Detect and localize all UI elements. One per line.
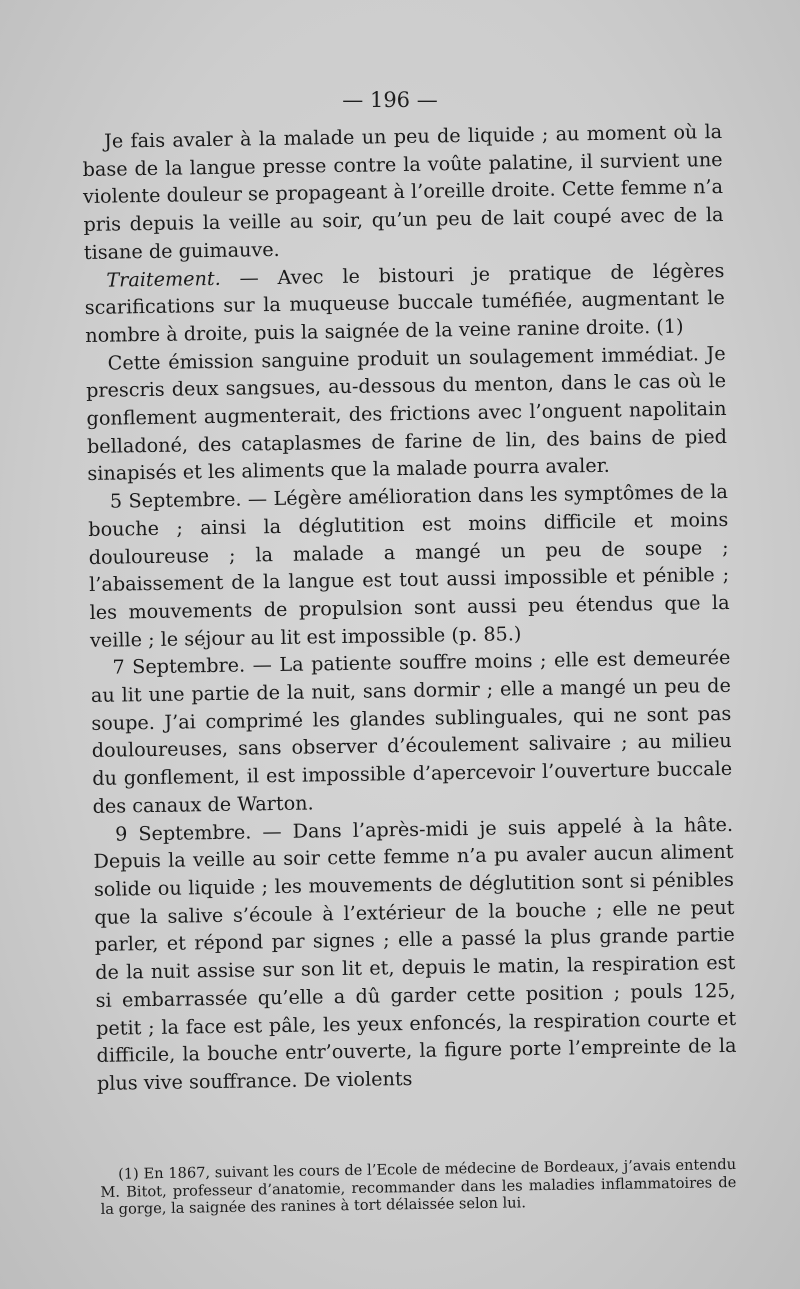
footnote bbox=[100, 1156, 737, 1218]
paragraph: 5 Septembre. — Légère amélioration dans les symptômes de la bouche ; ainsi la déglutition est moins difficile et moins douloureuse ; la malade a mangé un peu de soupe ; l’abaissement de la langue est tout aussi impossible et pénible ; les mouvements de propulsion sont aussi peu étendus que la veille ; le séjour au lit est impossible (p. 85.) bbox=[88, 480, 730, 652]
paragraph: Cette émission sanguine produit un soulagement immédiat. Je prescris deux sangsues, au-dessous du menton, dans le cas où le gonflement augmenterait, des frictions avec l’onguent napolitain belladoné, des cataplasmes de farine de lin, des bains de pied sinapisés et les aliments que la malade pourra avaler. bbox=[85, 341, 728, 486]
page-number: — 196 — bbox=[342, 88, 438, 112]
traitement-label: Traitement. bbox=[106, 266, 221, 292]
traitement-text: Avec le bistouri je pratique de légères scarifications sur la muqueuse buccale tuméfiée, augmentant le nombre à droite, puis la saignée de la veine ranine droite. (1) bbox=[84, 258, 725, 347]
footnote-text: (1) En 1867, suivant les cours de l’Ecole de médecine de Bordeaux, j’avais entendu M. Bitot, professeur d’anatomie, recommander dans les maladies inflammatoires de la gorge, la saignée des ranines à tort délaissée selon lui. bbox=[100, 1156, 737, 1218]
paragraph: 7 Septembre. — La patiente souffre moins ; elle est demeurée au lit une partie de la nuit, sans dormir ; elle a mangé un peu de soupe. J’ai comprimé les glandes sublinguales, qui ne sont pas douloureuses, sans observer d’écoulement salivaire ; au milieu du gonflement, il est impossible d’apercevoir l’ouverture buccale des canaux de Warton. bbox=[90, 646, 733, 818]
body-text bbox=[82, 118, 737, 1098]
paragraph-traitement bbox=[84, 256, 725, 349]
traitement-dash: — bbox=[220, 265, 278, 290]
paragraph: Je fais avaler à la malade un peu de liquide ; au moment où la base de la langue presse contre la voûte palatine, il survient une violente douleur se propageant à l’oreille droite. Cette femme n’a pris depuis la veille au soir, qu’un peu de lait coupé avec de la tisane de guimauve. bbox=[82, 119, 724, 264]
paragraph: 9 Septembre. — Dans l’après-midi je suis appelé à la hâte. Depuis la veille au soir cette femme n’a pu avaler aucun aliment solide ou liquide ; les mouvements de déglutition sont si pénibles que la salive s’écoule à l’extérieur de la bouche ; elle ne peut parler, et répond par signes ; elle a passé la plus grande partie de la nuit assise sur son lit et, depuis le matin, la respiration est si embarrassée qu’elle a dû garder cette position ; pouls 125, petit ; la face est pâle, les yeux enfoncés, la respiration courte et difficile, la bouche entr’ouverte, la figure porte l’empreinte de la plus vive souffrance. De violents bbox=[93, 812, 737, 1095]
